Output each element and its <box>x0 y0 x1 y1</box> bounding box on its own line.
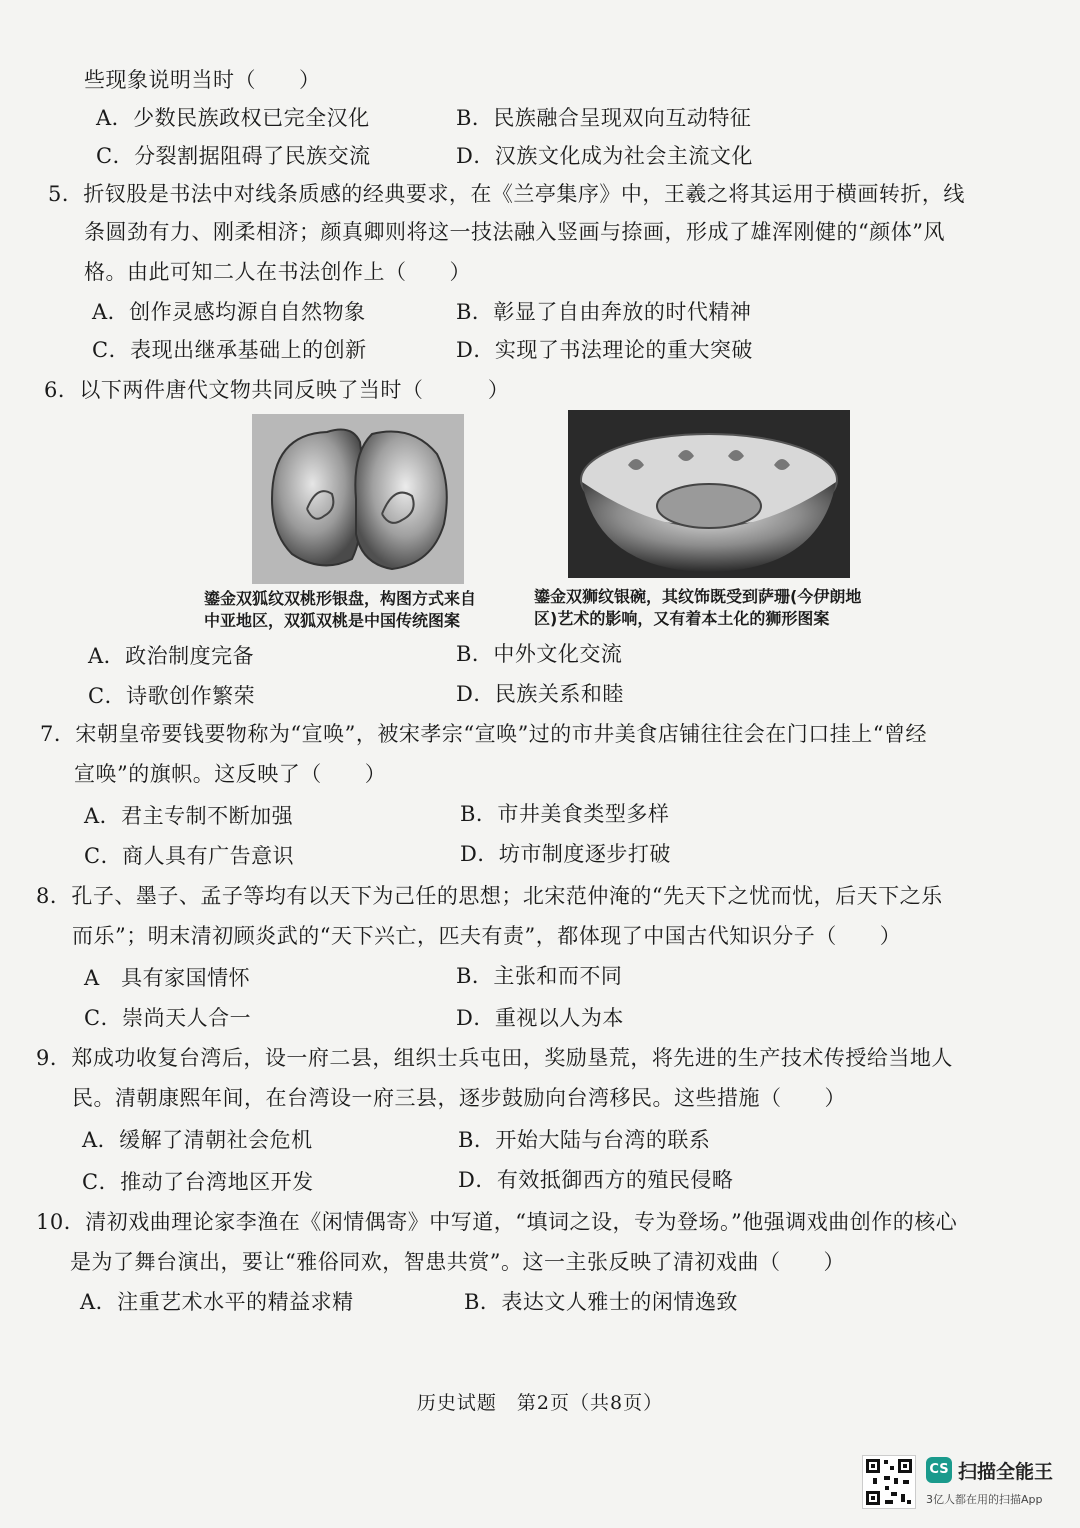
q10-option-b: B．表达文人雅士的闲情逸致 <box>464 1290 738 1314</box>
q9-line-1: 9．郑成功收复台湾后，设一府二县，组织士兵屯田，奖励垦荒，将先进的生产技术传授给当地人 <box>36 1046 953 1070</box>
caption-right-line-2: 区)艺术的影响，又有着本土化的狮形图案 <box>534 609 830 628</box>
camscanner-logo-icon: CS <box>926 1457 952 1483</box>
scanner-tagline: 3亿人都在用的扫描App <box>926 1493 1043 1506</box>
caption-left-line-2: 中亚地区，双狐双桃是中国传统图案 <box>204 611 461 630</box>
q10-option-a: A．注重艺术水平的精益求精 <box>80 1290 354 1314</box>
q5-option-a: A．创作灵感均源自自然物象 <box>92 300 366 324</box>
q6-option-a: A．政治制度完备 <box>88 644 255 668</box>
q9-option-a: A．缓解了清朝社会危机 <box>82 1128 313 1152</box>
silver-bowl-drawing <box>568 410 850 578</box>
page-footer: 历史试题 第2页（共8页） <box>416 1392 664 1414</box>
q5-option-b: B．彰显了自由奔放的时代精神 <box>456 300 752 324</box>
q7-line-1: 7．宋朝皇帝要钱要物称为“宣唤”，被宋孝宗“宣唤”过的市井美食店铺往往会在门口挂上“曾经 <box>40 722 928 746</box>
q6-option-b: B．中外文化交流 <box>456 642 623 666</box>
caption-right-line-1: 鎏金双狮纹银碗，其纹饰既受到萨珊(今伊朗地 <box>534 587 862 606</box>
q6-stem: 6．以下两件唐代文物共同反映了当时（ ） <box>44 378 510 402</box>
q4-option-c: C．分裂割据阻碍了民族交流 <box>96 144 371 168</box>
q8-option-a: A 具有家国情怀 <box>84 966 251 990</box>
q6-option-c: C．诗歌创作繁荣 <box>88 684 256 708</box>
q9-option-b: B．开始大陆与台湾的联系 <box>458 1128 711 1152</box>
q9-option-d: D．有效抵御西方的殖民侵略 <box>458 1168 734 1192</box>
silver-plate-drawing <box>252 414 464 584</box>
silver-plate-image <box>252 414 464 584</box>
q7-option-a: A．君主专制不断加强 <box>84 804 294 828</box>
q8-option-d: D．重视以人为本 <box>456 1006 624 1030</box>
q4-option-a: A．少数民族政权已完全汉化 <box>96 106 370 130</box>
q5-option-c: C．表现出继承基础上的创新 <box>92 338 367 362</box>
q5-option-d: D．实现了书法理论的重大突破 <box>456 338 753 362</box>
q9-line-2: 民。清朝康熙年间，在台湾设一府三县，逐步鼓励向台湾移民。这些措施（ ） <box>72 1086 846 1110</box>
q7-option-b: B．市井美食类型多样 <box>460 802 670 826</box>
silver-bowl-image <box>568 410 850 578</box>
q7-line-2: 宣唤”的旗帜。这反映了（ ） <box>74 762 387 786</box>
q7-option-d: D．坊市制度逐步打破 <box>460 842 671 866</box>
scanner-badge <box>862 1455 1062 1510</box>
q4-option-d: D．汉族文化成为社会主流文化 <box>456 144 753 168</box>
q4-option-b: B．民族融合呈现双向互动特征 <box>456 106 752 130</box>
q4-stem-tail: 些现象说明当时（ ） <box>84 68 321 92</box>
q7-option-c: C．商人具有广告意识 <box>84 844 295 868</box>
q5-line-3: 格。由此可知二人在书法创作上（ ） <box>84 260 471 284</box>
caption-left-line-1: 鎏金双狐纹双桃形银盘，构图方式来自 <box>204 589 477 608</box>
q6-option-d: D．民族关系和睦 <box>456 682 624 706</box>
q8-option-b: B．主张和而不同 <box>456 964 623 988</box>
q9-option-c: C．推动了台湾地区开发 <box>82 1170 314 1194</box>
scanner-app-name: 扫描全能王 <box>958 1461 1054 1483</box>
q8-line-1: 8．孔子、墨子、孟子等均有以天下为己任的思想；北宋范仲淹的“先天下之忧而忧，后天下之乐 <box>36 884 943 908</box>
qr-code-icon <box>862 1455 916 1509</box>
q10-line-1: 10．清初戏曲理论家李渔在《闲情偶寄》中写道，“填词之设，专为登场。”他强调戏曲创作的核心 <box>36 1210 958 1234</box>
q8-line-2: 而乐”；明末清初顾炎武的“天下兴亡，匹夫有责”，都体现了中国古代知识分子（ ） <box>72 924 902 948</box>
q10-line-2: 是为了舞台演出，要让“雅俗同欢，智患共赏”。这一主张反映了清初戏曲（ ） <box>70 1250 845 1274</box>
q8-option-c: C．崇尚天人合一 <box>84 1006 252 1030</box>
q5-line-2: 条圆劲有力、刚柔相济；颜真卿则将这一技法融入竖画与捺画，形成了雄浑刚健的“颜体”风 <box>84 220 945 244</box>
q5-line-1: 5．折钗股是书法中对线条质感的经典要求，在《兰亭集序》中，王羲之将其运用于横画转折，线 <box>48 182 965 206</box>
